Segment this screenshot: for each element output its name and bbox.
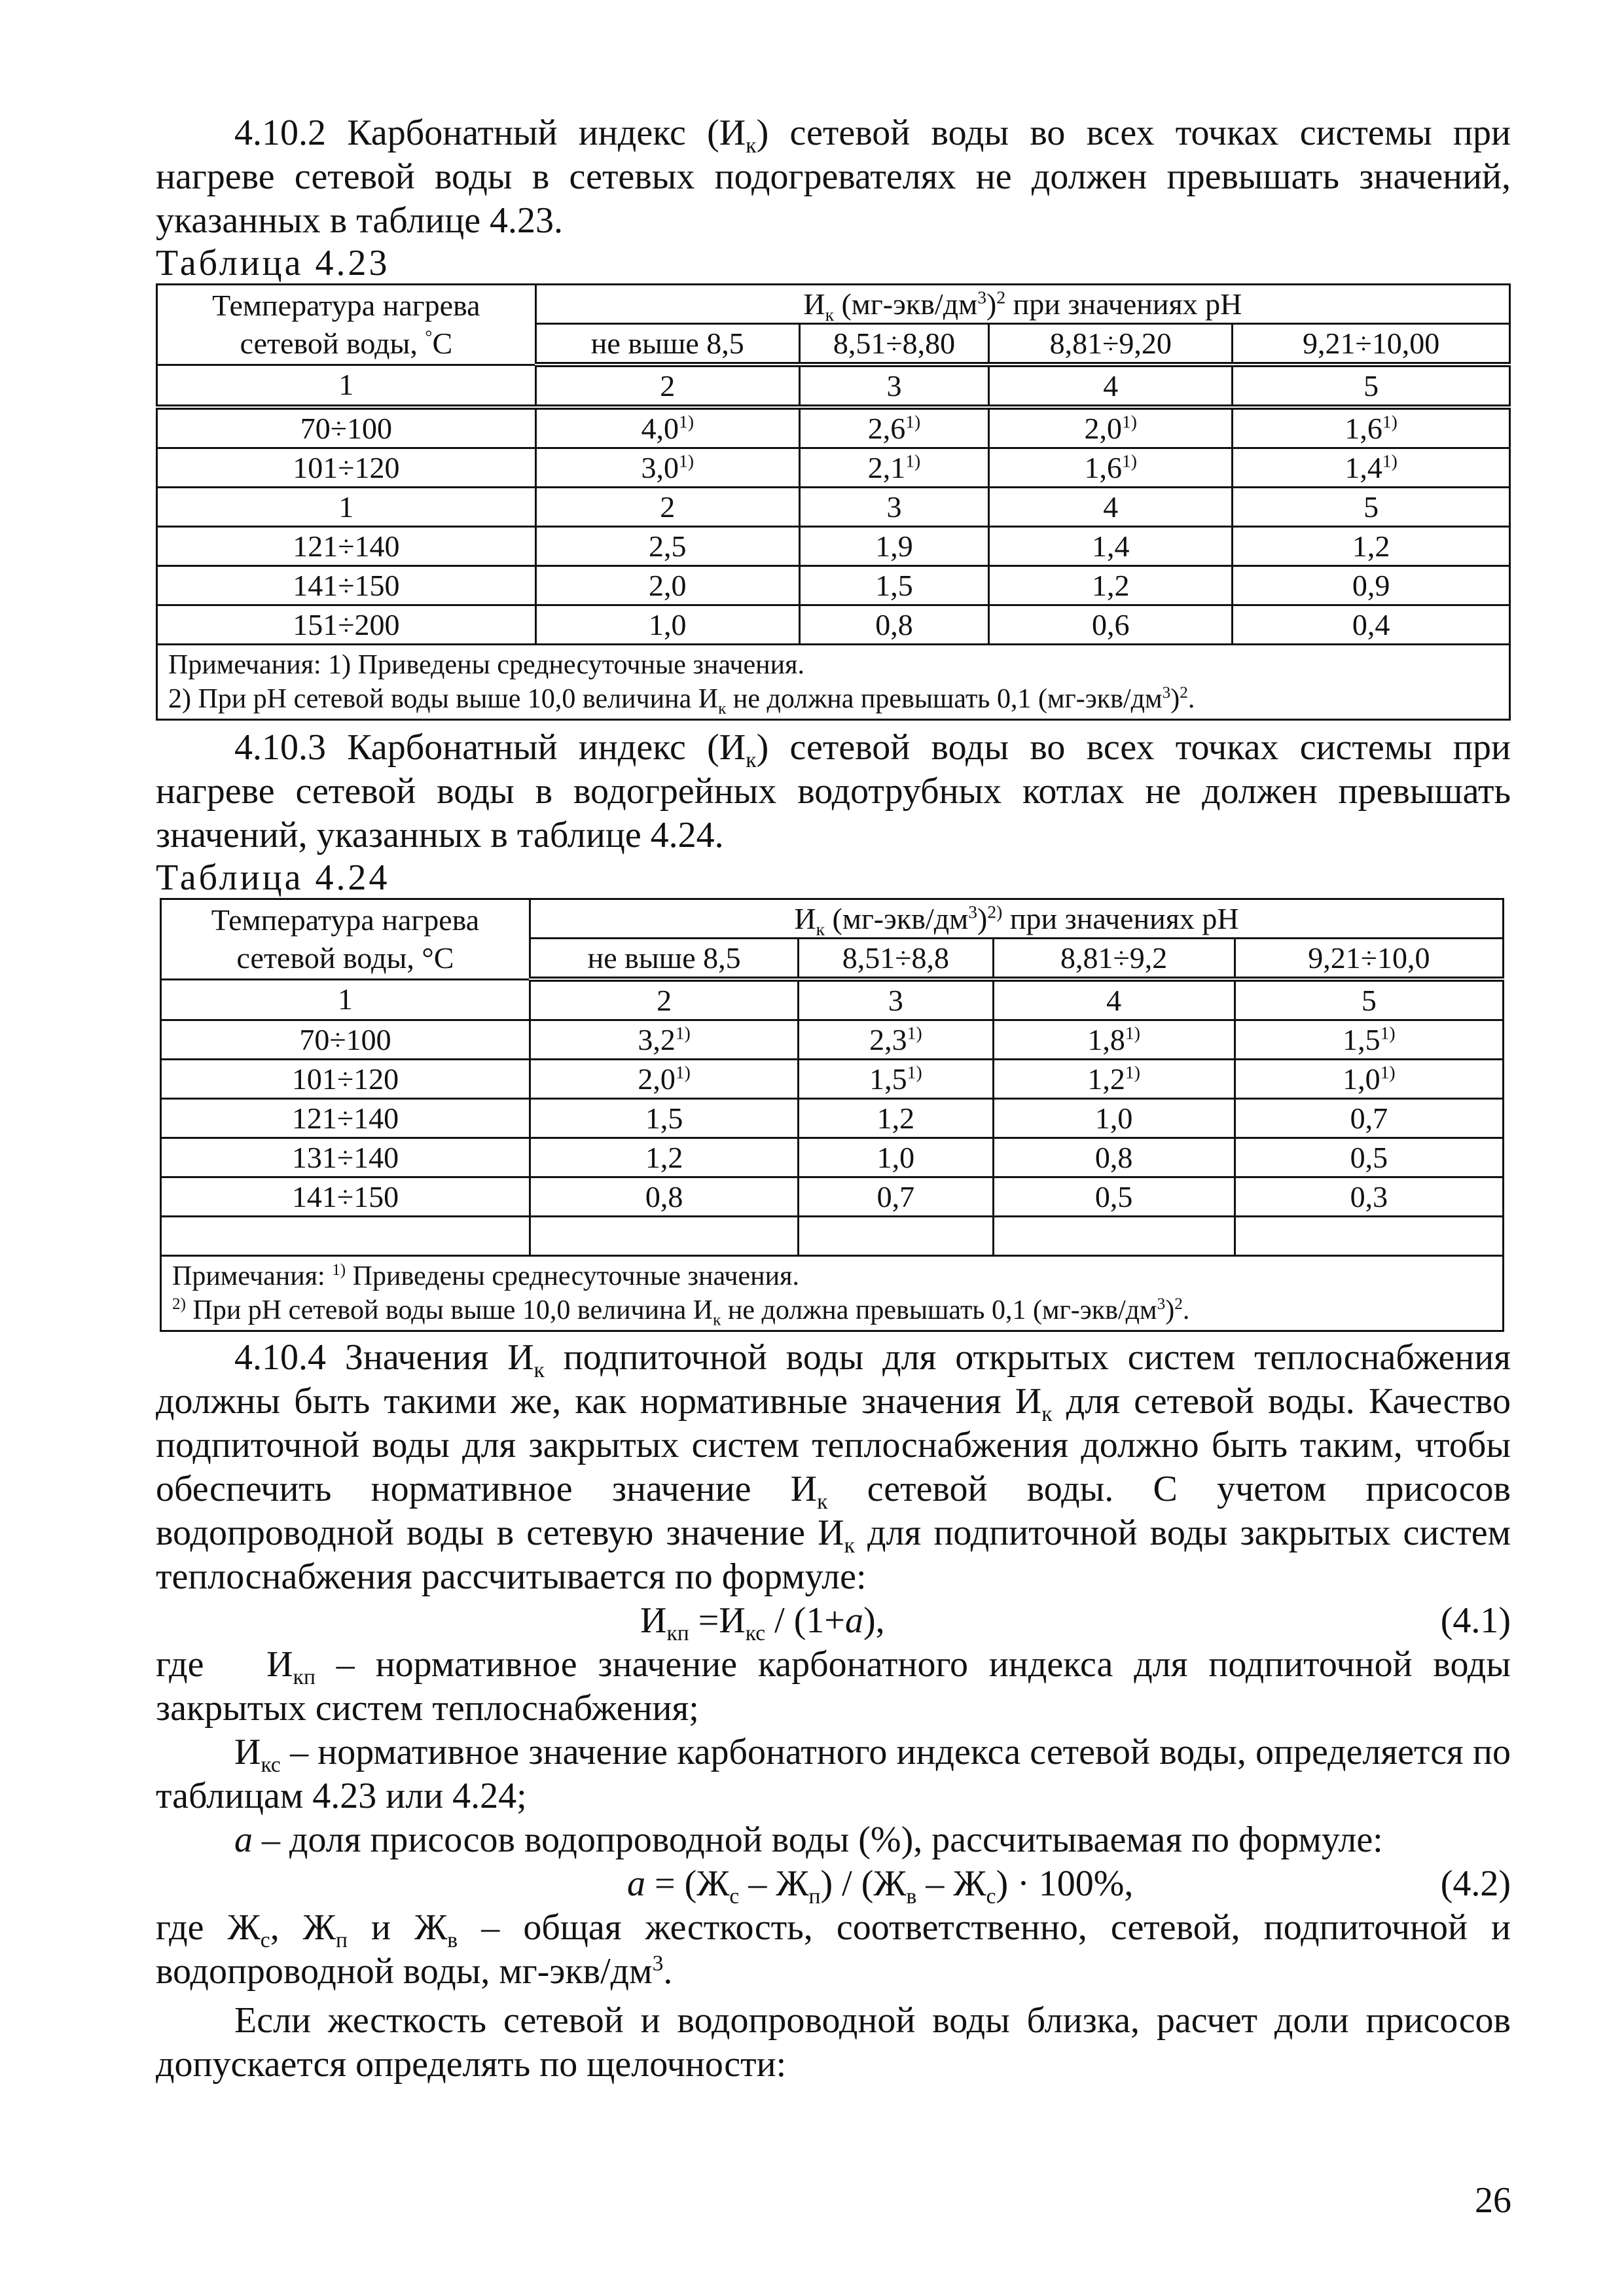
formula-4-2-number: (4.2) [1440, 1863, 1511, 1904]
paragraph-4-10-4: 4.10.4 Значения $И_к$ подпиточной воды для открытых систем теплоснабжения должны быть такими же, как нормативные значения $И_к$ для сетевой воды. Качество подпиточной воды для закрытых систем теплоснабжения должно быть таким, чтобы обеспечить нормативное значение $И_к$ сетевой воды. С учетом присосов водопроводной воды в сетевую значение $И_к$ для подпиточной воды закрытых систем теплоснабжения рассчитывается по формуле: [156, 1337, 1511, 1597]
column-number: 2 [535, 365, 799, 407]
ik-value-cell: 1,4 [989, 527, 1233, 566]
ik-value-cell: 2,5 [535, 527, 799, 566]
header-ph-3: 8,81÷9,2 [993, 939, 1235, 980]
table-4-23-note: Примечания: 1) Приведены среднесуточные значения. 2) При рН сетевой воды выше 10,0 величина $И_к$ не должна превышать 0,1 $(мг-экв/дм^3)^2$. [157, 645, 1510, 720]
ik-value-cell: 0,8 [530, 1177, 799, 1217]
formula-4-2 [156, 1862, 1511, 1909]
table-4-24-note: Примечания: $^{1)}$ Приведены среднесуточные значения. $^{2)}$ При рН сетевой воды выше 10,0 величина $И_к$ не должна превышать 0,1 $(мг-экв/дм^3)^2$. [161, 1256, 1504, 1331]
temperature-cell: 70÷100 [157, 407, 536, 448]
formula-4-1-number: (4.1) [1440, 1600, 1511, 1641]
ik-value-cell: 2,0$^{1)}$ [989, 407, 1233, 448]
ik-value-cell: 1,6$^{1)}$ [989, 448, 1233, 488]
table-row [161, 1020, 1504, 1060]
ik-value-cell: 2,0 [535, 566, 799, 605]
ik-value-cell: 0,8 [993, 1138, 1235, 1177]
formula-4-2-expression: $a = (Ж_с - Ж_п) / (Ж_в - Ж_с) \cdot 100\%$, [627, 1863, 1134, 1909]
empty-cell [799, 1217, 993, 1256]
ik-value-cell: 1,2 [1233, 527, 1510, 566]
temperature-cell: 101÷120 [161, 1060, 530, 1099]
header-ph-2: 8,51÷8,8 [799, 939, 993, 980]
temperature-cell: 131÷140 [161, 1138, 530, 1177]
temperature-cell: 141÷150 [161, 1177, 530, 1217]
temperature-cell: 141÷150 [157, 566, 536, 605]
ik-value-cell: 2 [535, 488, 799, 527]
temperature-cell: 121÷140 [157, 527, 536, 566]
ik-value-cell: 0,8 [799, 605, 988, 645]
paragraph-4-10-3: 4.10.3 Карбонатный индекс $(И_к)$ сетевой воды во всех точках системы при нагреве сетевой воды в водогрейных водотрубных котлах не должен превышать значений, указанных в таблице 4.24. [156, 727, 1511, 855]
ik-value-cell: 1,2$^{1)}$ [993, 1060, 1235, 1099]
ik-value-cell: 2,3$^{1)}$ [799, 1020, 993, 1060]
empty-cell [161, 1217, 530, 1256]
column-number: 5 [1233, 365, 1510, 407]
ik-value-cell: 1,4$^{1)}$ [1233, 448, 1510, 488]
header-temperature: Температура нагрева сетевой воды, °С [161, 899, 530, 980]
table-4-23 [156, 283, 1511, 721]
table-row [161, 1099, 1504, 1138]
ik-value-cell: 1,0 [993, 1099, 1235, 1138]
ik-value-cell: 4,0$^{1)}$ [535, 407, 799, 448]
temperature-cell: 121÷140 [161, 1099, 530, 1138]
ik-value-cell: 0,5 [993, 1177, 1235, 1217]
temperature-cell: 1 [157, 488, 536, 527]
ik-value-cell: 2,0$^{1)}$ [530, 1060, 799, 1099]
table-4-24-caption: Таблица 4.24 [156, 857, 390, 898]
ik-value-cell: 1,0 [535, 605, 799, 645]
table-row [161, 1138, 1504, 1177]
ik-value-cell: 0,6 [989, 605, 1233, 645]
ik-value-cell: 1,5 [530, 1099, 799, 1138]
formula-4-1-where: где $И_{кп}$ – нормативное значение карбонатного индекса для подпиточной воды закрытых систем теплоснабжения; [156, 1644, 1511, 1729]
paragraph-4-10-2: 4.10.2 Карбонатный индекс $(И_к)$ сетевой воды во всех точках системы при нагреве сетевой воды в сетевых подогревателях не должен превышать значений, указанных в таблице 4.23. [156, 113, 1511, 241]
ik-value-cell: 1,5$^{1)}$ [1235, 1020, 1503, 1060]
table-row [157, 448, 1510, 488]
ik-value-cell: 2,1$^{1)}$ [799, 448, 988, 488]
empty-cell [530, 1217, 799, 1256]
page-content [156, 111, 1511, 2087]
ik-value-cell: 1,2 [530, 1138, 799, 1177]
header-ph-1: не выше 8,5 [530, 939, 799, 980]
page-number: 26 [1475, 2180, 1511, 2221]
header-ph-2: 8,51÷8,80 [799, 324, 988, 365]
empty-cell [1235, 1217, 1503, 1256]
paragraph-alkalinity: Если жесткость сетевой и водопроводной воды близка, расчет доли присосов допускается определять по щелочности: [156, 2000, 1511, 2085]
column-number: 2 [530, 979, 799, 1020]
header-ph-3: 8,81÷9,20 [989, 324, 1233, 365]
formula-4-1-expression: $И_{кп} =И_{кс} / (1+a)$, [640, 1600, 885, 1646]
ik-value-cell: 3,2$^{1)}$ [530, 1020, 799, 1060]
table-4-24-body [161, 1020, 1504, 1217]
ik-value-cell: 0,7 [799, 1177, 993, 1217]
header-ph-4: 9,21÷10,0 [1235, 939, 1503, 980]
empty-cell [993, 1217, 1235, 1256]
formula-4-1-where-a: a – доля присосов водопроводной воды (%), рассчитываемая по формуле: [234, 1820, 1383, 1860]
ik-value-cell: 1,6$^{1)}$ [1233, 407, 1510, 448]
ik-value-cell: 0,7 [1235, 1099, 1503, 1138]
table-row [157, 407, 1510, 448]
header-ik: $И_к$ $(мг-экв/дм^3)^2$ при значениях рН [535, 285, 1509, 324]
table-4-23-body [157, 407, 1510, 645]
ik-value-cell: 5 [1233, 488, 1510, 527]
formula-4-1 [156, 1599, 1511, 1646]
table-row [161, 1177, 1504, 1217]
formula-4-1-where-ikc: $И_{кс}$ – нормативное значение карбонатного индекса сетевой воды, определяется по таблицам 4.23 или 4.24; [156, 1732, 1511, 1816]
ik-value-cell: 1,9 [799, 527, 988, 566]
temperature-cell: 70÷100 [161, 1020, 530, 1060]
table-4-23-caption: Таблица 4.23 [156, 243, 390, 283]
header-ph-1: не выше 8,5 [535, 324, 799, 365]
ik-value-cell: 1,8$^{1)}$ [993, 1020, 1235, 1060]
ik-value-cell: 0,4 [1233, 605, 1510, 645]
ik-value-cell: 2,6$^{1)}$ [799, 407, 988, 448]
ik-value-cell: 0,5 [1235, 1138, 1503, 1177]
table-row [157, 527, 1510, 566]
column-number: 1 [161, 979, 530, 1020]
ik-value-cell: 1,0$^{1)}$ [1235, 1060, 1503, 1099]
ik-value-cell: 1,0 [799, 1138, 993, 1177]
temperature-cell: 101÷120 [157, 448, 536, 488]
header-ik: $И_к$ $(мг-экв/дм^3)^{2)}$ при значениях рН [530, 899, 1504, 939]
ik-value-cell: 0,3 [1235, 1177, 1503, 1217]
ik-value-cell: 3 [799, 488, 988, 527]
header-temperature: Температура нагрева сетевой воды, °С [157, 285, 536, 365]
table-row [157, 566, 1510, 605]
ik-value-cell: 1,2 [989, 566, 1233, 605]
temperature-cell: 151÷200 [157, 605, 536, 645]
ik-value-cell: 1,5 [799, 566, 988, 605]
ik-value-cell: 3,0$^{1)}$ [535, 448, 799, 488]
column-number: 3 [799, 979, 993, 1020]
ik-value-cell: 1,5$^{1)}$ [799, 1060, 993, 1099]
formula-4-2-where: где $Ж_с$, $Ж_п$ и $Ж_в$ – общая жесткость, соответственно, сетевой, подпиточной и водопроводной воды, $мг-экв/дм^3$. [156, 1907, 1511, 1992]
ik-value-cell: 1,2 [799, 1099, 993, 1138]
table-row [157, 605, 1510, 645]
column-number: 4 [989, 365, 1233, 407]
column-number: 3 [799, 365, 988, 407]
ik-value-cell: 0,9 [1233, 566, 1510, 605]
table-row [157, 488, 1510, 527]
table-4-24 [160, 898, 1504, 1332]
column-number: 4 [993, 979, 1235, 1020]
table-row [161, 1060, 1504, 1099]
header-ph-4: 9,21÷10,00 [1233, 324, 1510, 365]
column-number: 5 [1235, 979, 1503, 1020]
column-number: 1 [157, 365, 536, 407]
ik-value-cell: 4 [989, 488, 1233, 527]
